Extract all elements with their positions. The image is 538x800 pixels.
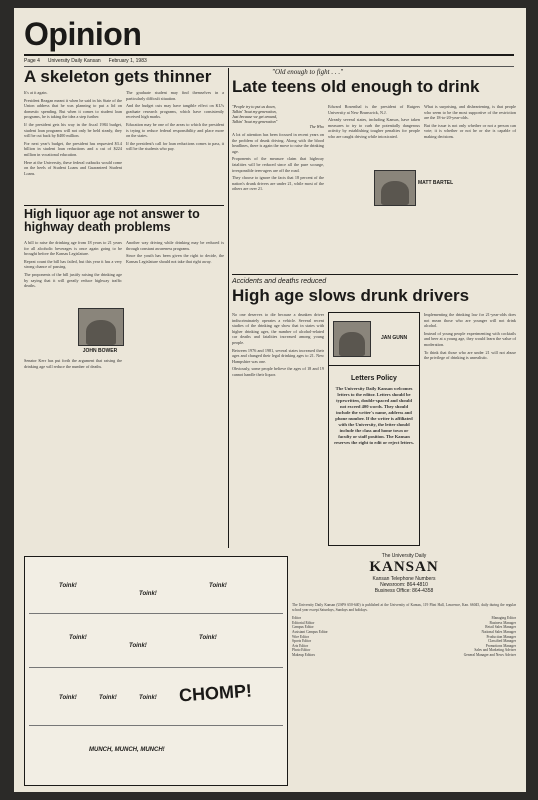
skeleton-editorial (24, 68, 224, 89)
liquor-headline: High liquor age not answer to highway death problems (24, 207, 200, 234)
liquor-para: Senator Kerr has put forth the argument that raising the drinking age will reduce the number of deaths. (24, 358, 122, 369)
folio-date: February 1, 1983 (108, 58, 147, 64)
cartoon-sound: Toink! (59, 583, 77, 589)
cartoon-panel (29, 669, 283, 726)
cartoon-sound: Toink! (199, 635, 217, 641)
skeleton-para: If the president gets his way in the fiscal 1984 budget, student loan programs will not only be held steady, they will be cut back by $400 million. (24, 121, 122, 139)
drunk-drivers-article (232, 278, 518, 304)
liquor-col-2 (126, 240, 224, 266)
staff-role: Production Manager (486, 634, 516, 639)
page-folio (24, 58, 514, 67)
staff-role: Campus Editor (292, 625, 314, 630)
late-teens-col-3 (424, 104, 516, 142)
author-photo-gunn (333, 321, 371, 357)
staff-role: Arts Editor (292, 643, 309, 648)
late-teens-para: Already several states, including Kansas, have taken measures to try to curb the potentially dangerous activity by establishing tougher penalties for people who are caught driving while intoxicated. (328, 117, 420, 139)
verse-line: Talkin' 'bout my generation, (232, 109, 277, 114)
staff-role: Assistant Campus Editor (292, 629, 328, 634)
skeleton-para: Here at the University, these federal cutbacks would come on the heels of Student Loans and Guaranteed Student Loans. (24, 159, 122, 176)
staff-role: Makeup Editors (292, 652, 316, 657)
author-photo-bartel (374, 170, 416, 206)
opinion-masthead (24, 14, 514, 56)
late-teens-para: Edward Rosenthal is the president of Rutgers University at New Brunswick, N.J. (328, 104, 420, 115)
staff-role: Sports Editor (292, 639, 312, 644)
skeleton-para: It's at it again. (24, 90, 48, 95)
late-teens-headline: Late teens old enough to drink (232, 77, 480, 96)
liquor-col-1 (24, 240, 122, 291)
kansan-name: KANSAN (369, 559, 439, 575)
author-gunn: JAN GUNN (380, 335, 408, 341)
skeleton-para: And the budget cuts may have tangible effect on KU's graduate research programs, which have consistently received high marks. (126, 103, 224, 120)
skeleton-para: President Reagan meant it when he said in his State of the Union address that he was planning to put a lid on domestic spending. But when it comes to student loan programs, he is taking the idea a step further. (24, 97, 122, 120)
kansan-phones-title: Kansan Telephone Numbers (372, 576, 436, 582)
kansan-phone: Business Office: 864-4358 (374, 588, 434, 594)
kansan-nameplate (292, 553, 516, 594)
drunk-para: Implementing the drinking law for 21-year-olds does not mean those who are younger will not drink alcohol. (424, 312, 516, 329)
author-bower: JOHN BOWER (82, 348, 118, 354)
author-photo-bower (78, 308, 124, 346)
cartoon-sound: Toink! (99, 695, 117, 701)
skeleton-headline: A skeleton gets thinner (24, 67, 212, 86)
kansan-line1: The University Daily (381, 553, 427, 559)
letters-policy-box (328, 312, 420, 546)
verse-line: Just because we get around, (232, 114, 278, 119)
staff-role: National Sales Manager (481, 629, 516, 634)
late-teens-para: But the issue is not only whether or not a person can vote; it is whether or not he or she is capable of making decisions. (424, 122, 516, 139)
late-teens-col-2 (328, 104, 420, 142)
drunk-para: To think that those who are under 21 will not abuse the privilege of drinking is unrealistic. (424, 349, 516, 361)
cartoon-sound: Toink! (69, 635, 87, 641)
late-teens-article (232, 68, 518, 95)
letters-policy (333, 375, 415, 448)
verse (232, 104, 324, 129)
newspaper-page (14, 8, 526, 792)
drunk-para: No one deserves to die because a drunken driver indiscriminately operates a vehicle. Several recent studies of the drinking age show that in states with higher drinking ages, the number of alcohol-related car deaths and fatalities increased among young people. (232, 312, 324, 345)
cartoon-sound: Toink! (129, 643, 147, 649)
skeleton-para: If the president's call for loan reductions comes to pass, it will be the students who pay. (126, 140, 224, 152)
drunk-para: Obviously, some people believe the ages of 18 and 19 cannot handle their liquor. (232, 366, 324, 377)
cartoon-sound: Toink! (139, 695, 157, 701)
drunk-drivers-headline: High age slows drunk drivers (232, 286, 470, 305)
staff-role: Editorial Editor (292, 620, 315, 625)
staff-role: Promotions Manager (485, 643, 516, 648)
staff-row (292, 653, 516, 658)
staff-role: Editor (292, 616, 301, 621)
staff-box (292, 603, 516, 658)
divider (232, 274, 518, 275)
drunk-drivers-kicker: Accidents and deaths reduced (232, 278, 327, 285)
editorial-cartoon (24, 556, 288, 786)
folio-page: Page 4 (24, 58, 40, 64)
divider (329, 365, 419, 366)
column-rule (228, 68, 229, 548)
staff-role: Managing Editor (491, 616, 516, 621)
cartoon-chomp: CHOMP! (178, 680, 253, 706)
cartoon-sound: Toink! (59, 695, 77, 701)
late-teens-para: A lot of attention has been focused in recent years on the problem of drunk driving. Along with the blood headlines, there is again the move to raise the drinking age. (232, 132, 324, 154)
drunk-col-1 (232, 312, 324, 380)
cartoon-sound: MUNCH, MUNCH, MUNCH! (89, 747, 165, 753)
liquor-para: Since the youth has been given the right to decide, the Kansas Legislature should not take that right away. (126, 253, 224, 264)
skeleton-para: Education may be one of the areas to which the president is trying to reduce federal responsibility and place more on the states. (126, 121, 224, 139)
section-title: Opinion (24, 16, 142, 52)
staff-role: Classified Manager (487, 639, 516, 644)
staff-role: Wire Editor (292, 634, 309, 639)
divider (24, 205, 224, 206)
skeleton-para: The graduate student may find themselves in a particularly difficult situation. (126, 90, 224, 101)
staff-role: Retail Sales Manager (485, 625, 516, 630)
skeleton-para: For next year's budget, the president has requested $3.4 billion in student loan reductions and a cut of $224 million in vocational education. (24, 140, 122, 157)
late-teens-para: What is surprising, and disheartening, is that people who seem to be the most supportive of the restriction are the 18-to-20-year-olds. (424, 104, 516, 121)
liquor-col-1b (24, 358, 122, 371)
cartoon-sound: Toink! (139, 591, 157, 597)
staff-role: Business Manager (489, 620, 516, 625)
liquor-para: A bill to raise the drinking age from 18 years to 21 years for all alcoholic beverages is once again going to be brought before the Kansas Legislature. (24, 240, 122, 257)
drunk-col-3 (424, 312, 516, 363)
folio-paper: University Daily Kansan (47, 58, 101, 64)
staff-role: Photo Editor (292, 648, 311, 653)
author-bartel: MATT BARTEL (418, 180, 454, 186)
cartoon-panel (29, 615, 283, 668)
liquor-para: The proponents of the bill justify raising the drinking age by saying that it will greatly reduce highway traffic deaths. (24, 271, 122, 289)
staff-role: General Manager and News Adviser (463, 652, 516, 657)
letters-policy-text: The University Daily Kansan welcomes letters to the editor. Letters should be typewritten, double-spaced and should not exceed 400 words. They should include the writer's name, address and phone number. If the writer is affiliated with the University, the letter should include the class and home town or faculty or staff position. The Kansan reserves the right to edit or reject letters. (334, 386, 414, 445)
cartoon-panel (29, 561, 283, 614)
late-teens-col-1 (232, 104, 324, 194)
liquor-para: Repeat count the bill has failed, but this year it has a very strong chance of passing. (24, 258, 122, 270)
liquor-para: Another way driving while drinking may be reduced is through constant awareness programs. (126, 240, 224, 251)
late-teens-para: Proponents of the measure claim that highway fatalities will be reduced since all the pure scourge, irresponsible teen-agers are off the road. (232, 156, 324, 173)
verse-line: Talkin' 'bout my generation" (232, 119, 278, 124)
letters-policy-title: Letters Policy (351, 375, 397, 382)
verse-line: "People try to put us down, (232, 104, 276, 109)
liquor-article (24, 208, 224, 233)
late-teens-para: They choose to ignore the facts that 18 percent of the nation's drunk drivers are under 21, while most of the others are over 21. (232, 175, 324, 192)
kansan-phone: Newsroom: 864-4810 (380, 582, 428, 588)
late-teens-kicker: "Old enough to fight . . ." (272, 68, 344, 76)
staff-intro: The University Daily Kansan (USPS 650-640) is published at the University of Kansas, 119 Flint Hall, Lawrence, Kan. 66045, daily during the regular school year except Saturdays, Sundays and holidays. (292, 603, 516, 612)
cartoon-sound: Toink! (209, 583, 227, 589)
staff-role: Sales and Marketing Adviser (474, 648, 516, 653)
drunk-para: Between 1976 and 1981, several states increased their ages and changed their legal drinking ages to 21. New Hampshire was one. (232, 347, 324, 364)
verse-line: The Who (309, 124, 324, 129)
drunk-para: Instead of young people experimenting with cocktails and beer at a young age, they would learn the value of moderation. (424, 330, 516, 347)
skeleton-col-1 (24, 90, 122, 178)
skeleton-col-2 (126, 90, 224, 154)
cartoon-panel (29, 727, 283, 781)
